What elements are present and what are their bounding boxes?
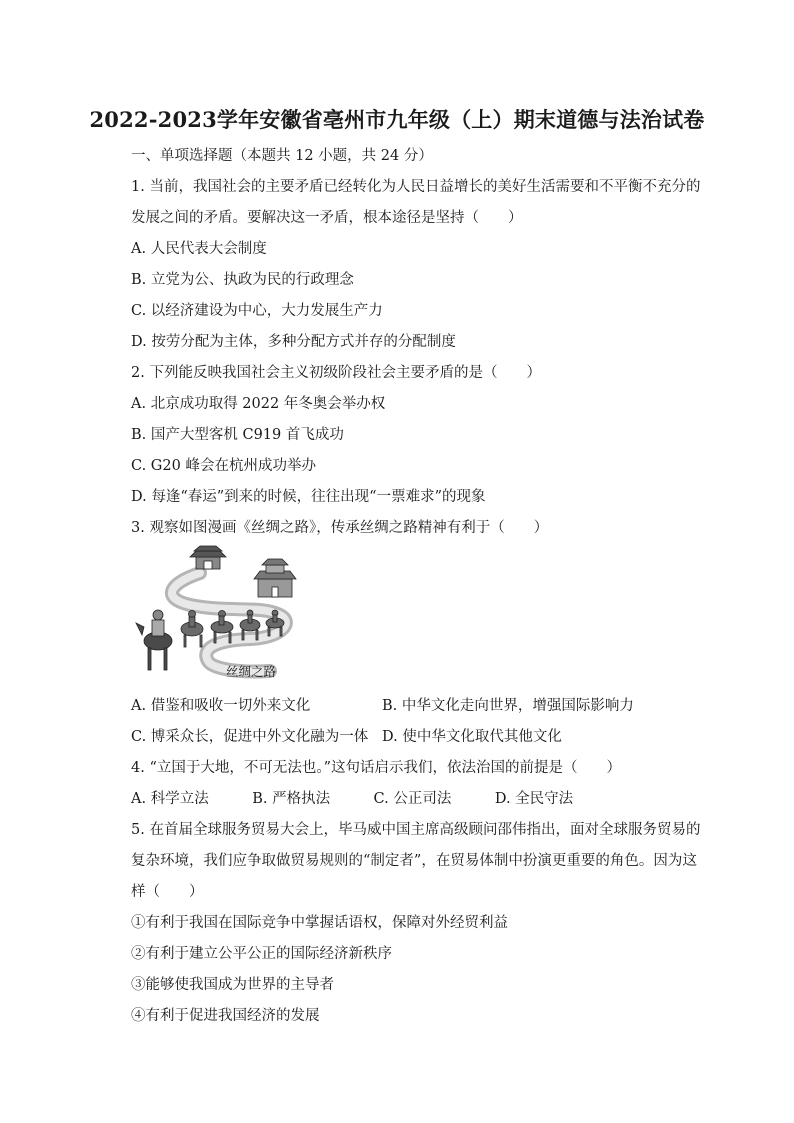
q3-stem: 3. 观察如图漫画《丝绸之路》，传承丝绸之路精神有利于（ ）: [131, 520, 549, 536]
q3-option-b: B. 中华文化走向世界，增强国际影响力: [382, 698, 634, 714]
q5-statement-3: ③能够使我国成为世界的主导者: [131, 977, 334, 993]
q3-option-c: C. 博采众长，促进中外文化融为一体: [131, 729, 369, 745]
q2-option-d: D. 每逢“春运”到来的时候，往往出现“一票难求”的现象: [131, 489, 486, 505]
figure-caption: 丝绸之路: [226, 664, 277, 679]
q1-option-d: D. 按劳分配为主体，多种分配方式并存的分配制度: [131, 334, 456, 350]
q5-stem-line1: 5. 在首届全球服务贸易大会上，毕马威中国主席高级顾问邵伟指出，面对全球服务贸易的: [131, 822, 701, 838]
section-heading: 一、单项选择题（本题共 12 小题，共 24 分）: [131, 148, 433, 164]
q1-stem-line1: 1. 当前，我国社会的主要矛盾已经转化为人民日益增长的美好生活需要和不平衡不充分的: [131, 179, 701, 195]
q3-option-d: D. 使中华文化取代其他文化: [382, 729, 562, 745]
q4-stem: 4. “立国于大地，不可无法也。”这句话启示我们，依法治国的前提是（ ）: [131, 760, 622, 776]
q2-stem: 2. 下列能反映我国社会主义初级阶段社会主要矛盾的是（ ）: [131, 365, 541, 381]
q2-option-b: B. 国产大型客机 C919 首飞成功: [131, 427, 344, 443]
q5-stem-line3: 样（ ）: [131, 884, 204, 900]
q5-statement-1: ①有利于我国在国际竞争中掌握话语权，保障对外经贸利益: [131, 915, 508, 931]
q1-stem-line2: 发展之间的矛盾。要解决这一矛盾，根本途径是坚持（ ）: [131, 210, 523, 226]
q1-option-b: B. 立党为公、执政为民的行政理念: [131, 272, 354, 288]
q1-option-c: C. 以经济建设为中心，大力发展生产力: [131, 303, 383, 319]
q5-statement-2: ②有利于建立公平公正的国际经济新秩序: [131, 946, 392, 962]
q2-option-c: C. G20 峰会在杭州成功举办: [131, 458, 316, 474]
q3-option-a: A. 借鉴和吸收一切外来文化: [131, 698, 311, 714]
exam-title: 2022-2023学年安徽省亳州市九年级（上）期末道德与法治试卷: [89, 107, 705, 132]
q5-stem-line2: 复杂环境，我们应争取做贸易规则的“制定者”，在贸易体制中扮演更重要的角色。因为这: [131, 853, 697, 869]
q2-option-a: A. 北京成功取得 2022 年冬奥会举办权: [131, 396, 386, 412]
q1-option-a: A. 人民代表大会制度: [131, 241, 267, 257]
q4-options: A. 科学立法 B. 严格执法 C. 公正司法 D. 全民守法: [131, 791, 574, 807]
q5-statement-4: ④有利于促进我国经济的发展: [131, 1008, 320, 1024]
